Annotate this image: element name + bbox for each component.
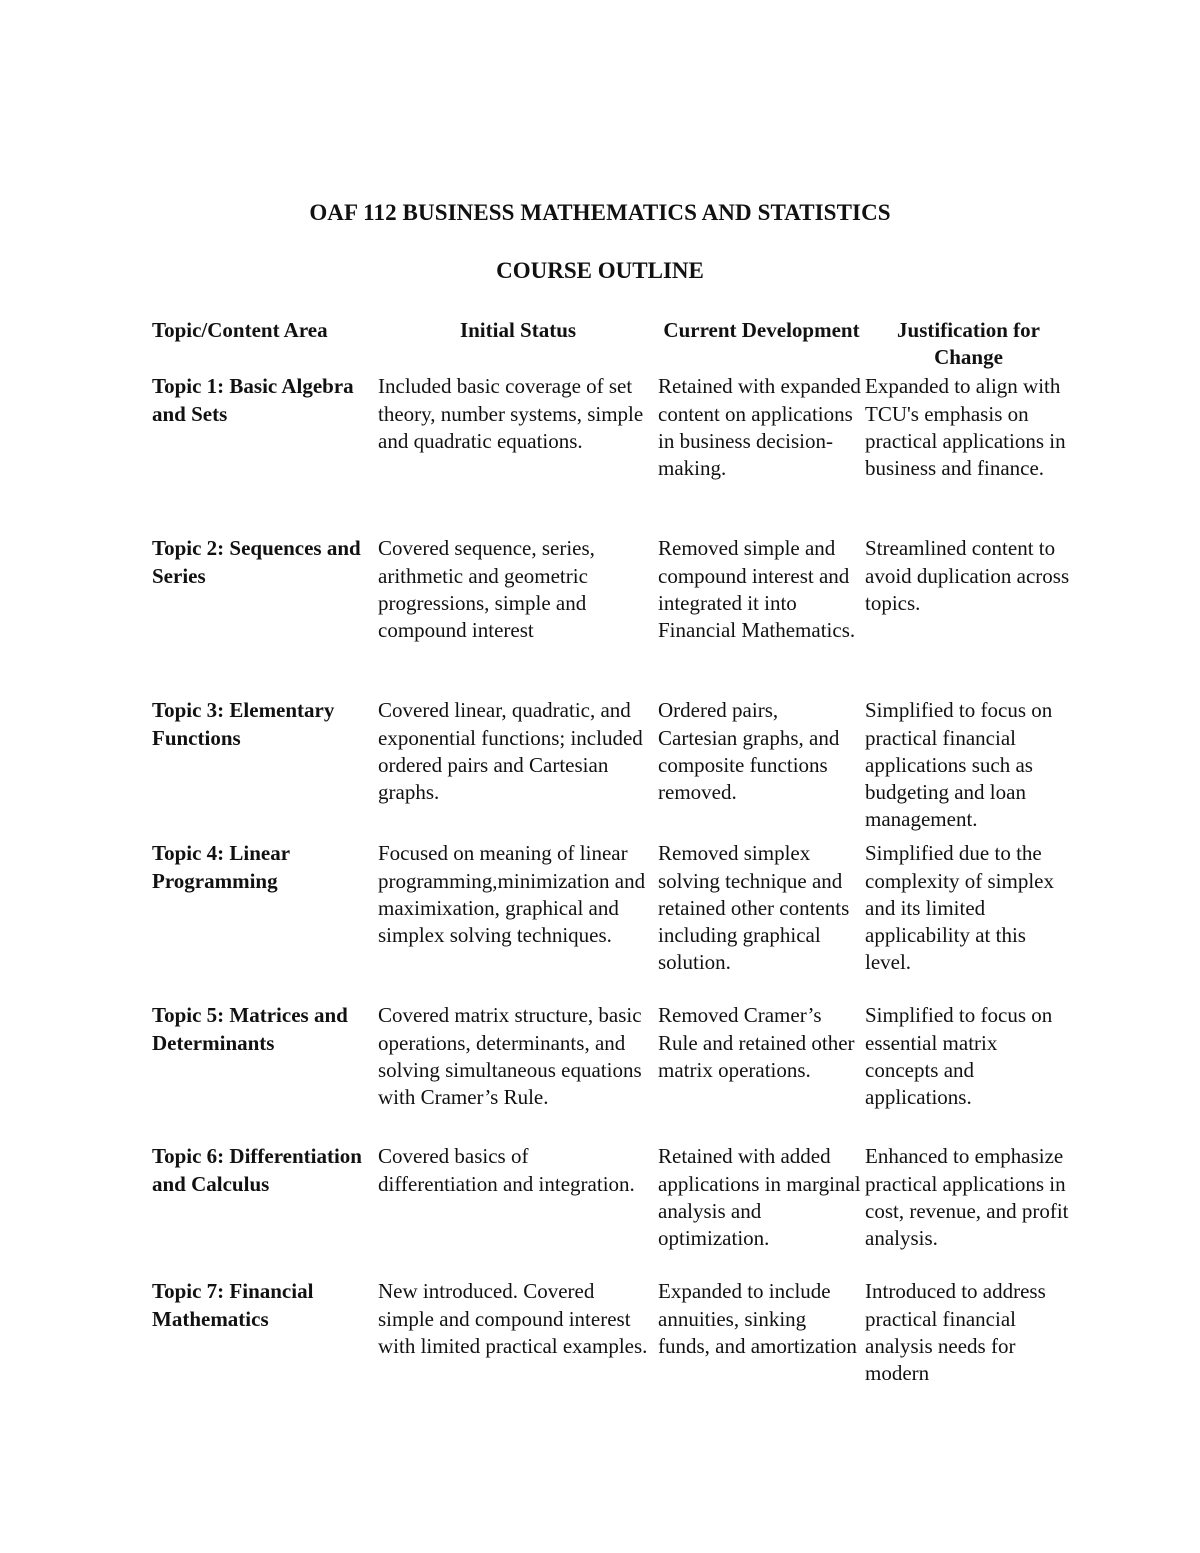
current-development-cell: Retained with expanded content on applications in business decision-making.: [658, 374, 861, 481]
topic-cell: Topic 5: Matrices and Determinants: [152, 1003, 348, 1055]
course-outline-table: [152, 317, 1072, 1388]
initial-status-cell: Included basic coverage of set theory, number systems, simple and quadratic equations.: [378, 374, 644, 453]
table-row: [152, 373, 1072, 535]
justification-cell: Simplified to focus on essential matrix concepts and applications.: [865, 1003, 1053, 1110]
initial-status-cell: Covered basics of differentiation and integration.: [378, 1144, 635, 1196]
table-row: [152, 1278, 1072, 1388]
header-topic: Topic/Content Area: [152, 318, 328, 342]
justification-cell: Streamlined content to avoid duplication across topics.: [865, 536, 1070, 615]
current-development-cell: Removed simplex solving technique and retained other contents including graphical solution.: [658, 841, 850, 975]
justification-cell: Expanded to align with TCU's emphasis on practical applications in business and finance.: [865, 374, 1066, 481]
initial-status-cell: New introduced. Covered simple and compound interest with limited practical examples.: [378, 1279, 648, 1358]
topic-cell: Topic 1: Basic Algebra and Sets: [152, 374, 354, 426]
table-header-row: [152, 317, 1072, 373]
table-row: [152, 1143, 1072, 1278]
table-row: [152, 840, 1072, 1002]
topic-cell: Topic 2: Sequences and Series: [152, 536, 361, 588]
table-row: [152, 697, 1072, 840]
document-title: OAF 112 BUSINESS MATHEMATICS AND STATISTICS: [309, 200, 891, 225]
topic-cell: Topic 3: Elementary Functions: [152, 698, 335, 750]
header-justification: Justification for Change: [897, 318, 1040, 370]
initial-status-cell: Focused on meaning of linear programming,minimization and maximixation, graphical and simplex solving techniques.: [378, 841, 646, 948]
initial-status-cell: Covered linear, quadratic, and exponential functions; included ordered pairs and Cartesian graphs.: [378, 698, 643, 805]
justification-cell: Enhanced to emphasize practical applications in cost, revenue, and profit analysis.: [865, 1144, 1069, 1251]
initial-status-cell: Covered matrix structure, basic operations, determinants, and solving simultaneous equations with Cramer’s Rule.: [378, 1003, 642, 1110]
current-development-cell: Removed Cramer’s Rule and retained other matrix operations.: [658, 1003, 855, 1082]
current-development-cell: Expanded to include annuities, sinking funds, and amortization: [658, 1279, 857, 1358]
justification-cell: Simplified to focus on practical financial applications such as budgeting and loan management.: [865, 698, 1053, 832]
current-development-cell: Removed simple and compound interest and integrated it into Financial Mathematics.: [658, 536, 856, 643]
topic-cell: Topic 4: Linear Programming: [152, 841, 290, 893]
current-development-cell: Retained with added applications in marginal analysis and optimization.: [658, 1144, 861, 1251]
justification-cell: Introduced to address practical financial analysis needs for modern: [865, 1279, 1046, 1386]
header-initial-status: Initial Status: [459, 318, 577, 342]
justification-cell: Simplified due to the complexity of simplex and its limited applicability at this level.: [865, 841, 1054, 975]
document-subtitle: COURSE OUTLINE: [496, 258, 704, 283]
topic-cell: Topic 7: Financial Mathematics: [152, 1279, 314, 1331]
topic-cell: Topic 6: Differentiation and Calculus: [152, 1144, 362, 1196]
header-current-development: Current Development: [663, 318, 860, 342]
initial-status-cell: Covered sequence, series, arithmetic and geometric progressions, simple and compound interest: [378, 536, 595, 643]
table-row: [152, 535, 1072, 697]
table-row: [152, 1002, 1072, 1143]
current-development-cell: Ordered pairs, Cartesian graphs, and composite functions removed.: [658, 698, 840, 805]
